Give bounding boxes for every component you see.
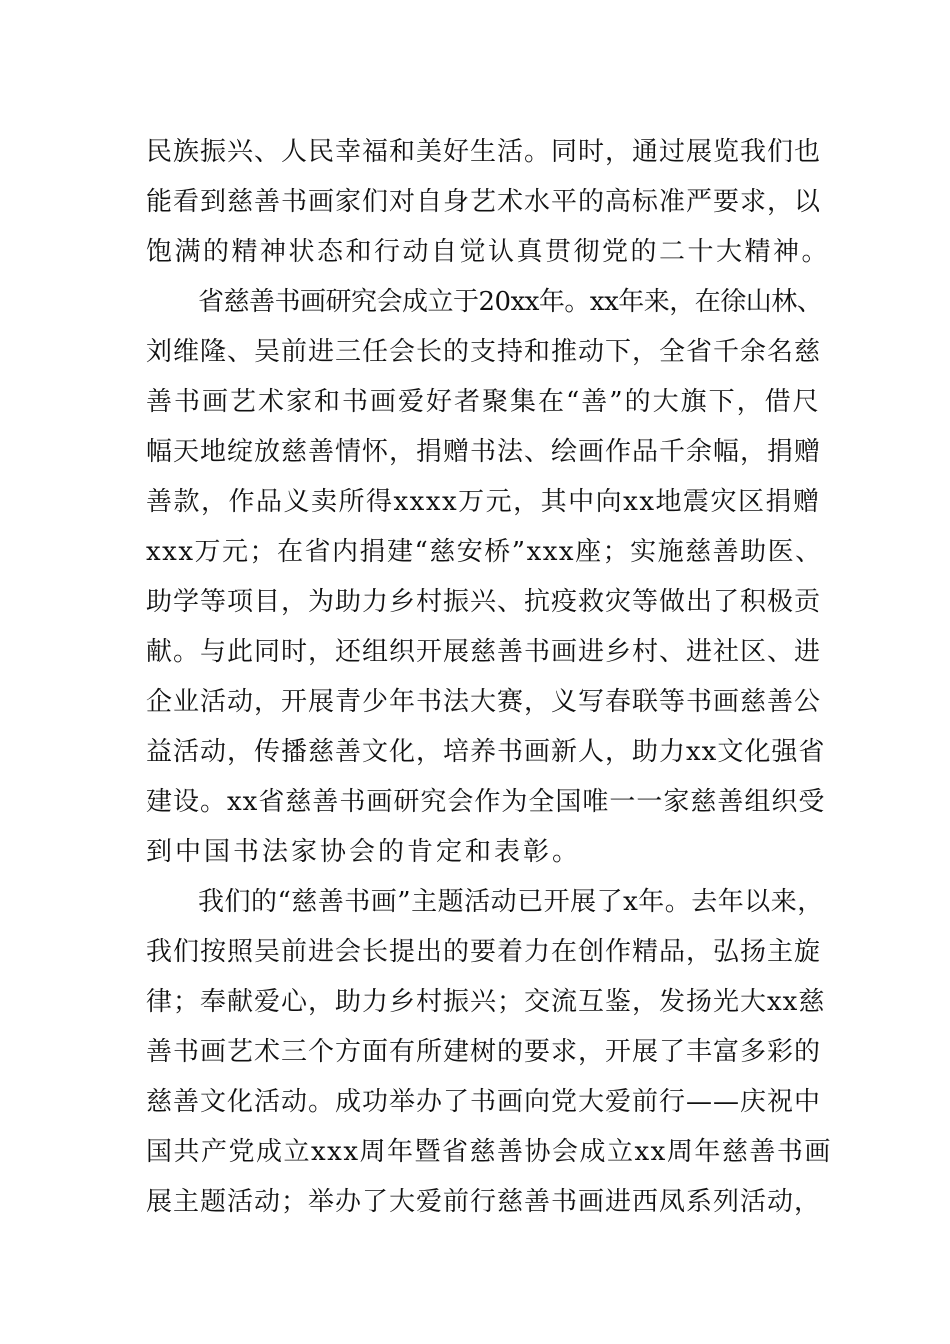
text-line: 国共产党成立xxx周年暨省慈善协会成立xx周年慈善书画 xyxy=(146,1137,832,1167)
text-line: 建设。xx省慈善书画研究会作为全国唯一一家慈善组织受 xyxy=(146,787,826,817)
text-line: 我们按照吴前进会长提出的要着力在创作精品，弘扬主旋 xyxy=(146,937,822,967)
text-line: 善款，作品义卖所得xxxx万元，其中向xx地震灾区捐赠 xyxy=(146,487,821,517)
text-line: 刘维隆、吴前进三任会长的支持和推动下，全省千余名慈 xyxy=(146,337,822,367)
text-line: 献。与此同时，还组织开展慈善书画进乡村、进社区、进 xyxy=(146,637,822,667)
text-line: 展主题活动；举办了大爱前行慈善书画进西凤系列活动， xyxy=(146,1187,822,1217)
text-line: 律；奉献爱心，助力乡村振兴；交流互鉴，发扬光大xx慈 xyxy=(146,987,826,1017)
text-line: 幅天地绽放慈善情怀，捐赠书法、绘画作品千余幅，捐赠 xyxy=(146,437,822,467)
text-line: 善书画艺术家和书画爱好者聚集在“善”的大旗下，借尺 xyxy=(146,387,821,417)
text-line: 助学等项目，为助力乡村振兴、抗疫救灾等做出了积极贡 xyxy=(146,587,822,617)
text-line: 善书画艺术三个方面有所建树的要求，开展了丰富多彩的 xyxy=(146,1037,822,1067)
text-line: 到中国书法家协会的肯定和表彰。 xyxy=(146,837,582,867)
text-line: 益活动，传播慈善文化，培养书画新人，助力xx文化强省 xyxy=(146,737,826,767)
text-line: 企业活动，开展青少年书法大赛，义写春联等书画慈善公 xyxy=(146,687,822,717)
text-line: xxx万元；在省内捐建“慈安桥”xxx座；实施慈善助医、 xyxy=(146,537,823,567)
text-line: 慈善文化活动。成功举办了书画向党大爱前行——庆祝中 xyxy=(146,1087,822,1117)
text-line: 饱满的精神状态和行动自觉认真贯彻党的二十大精神。 xyxy=(146,237,831,267)
text-line: 能看到慈善书画家们对自身艺术水平的高标准严要求，以 xyxy=(146,187,822,217)
text-line: 我们的“慈善书画”主题活动已开展了x年。去年以来， xyxy=(198,887,824,917)
text-line: 省慈善书画研究会成立于20xx年。xx年来，在徐山林、 xyxy=(198,287,823,317)
text-line: 民族振兴、人民幸福和美好生活。同时，通过展览我们也 xyxy=(146,137,822,167)
